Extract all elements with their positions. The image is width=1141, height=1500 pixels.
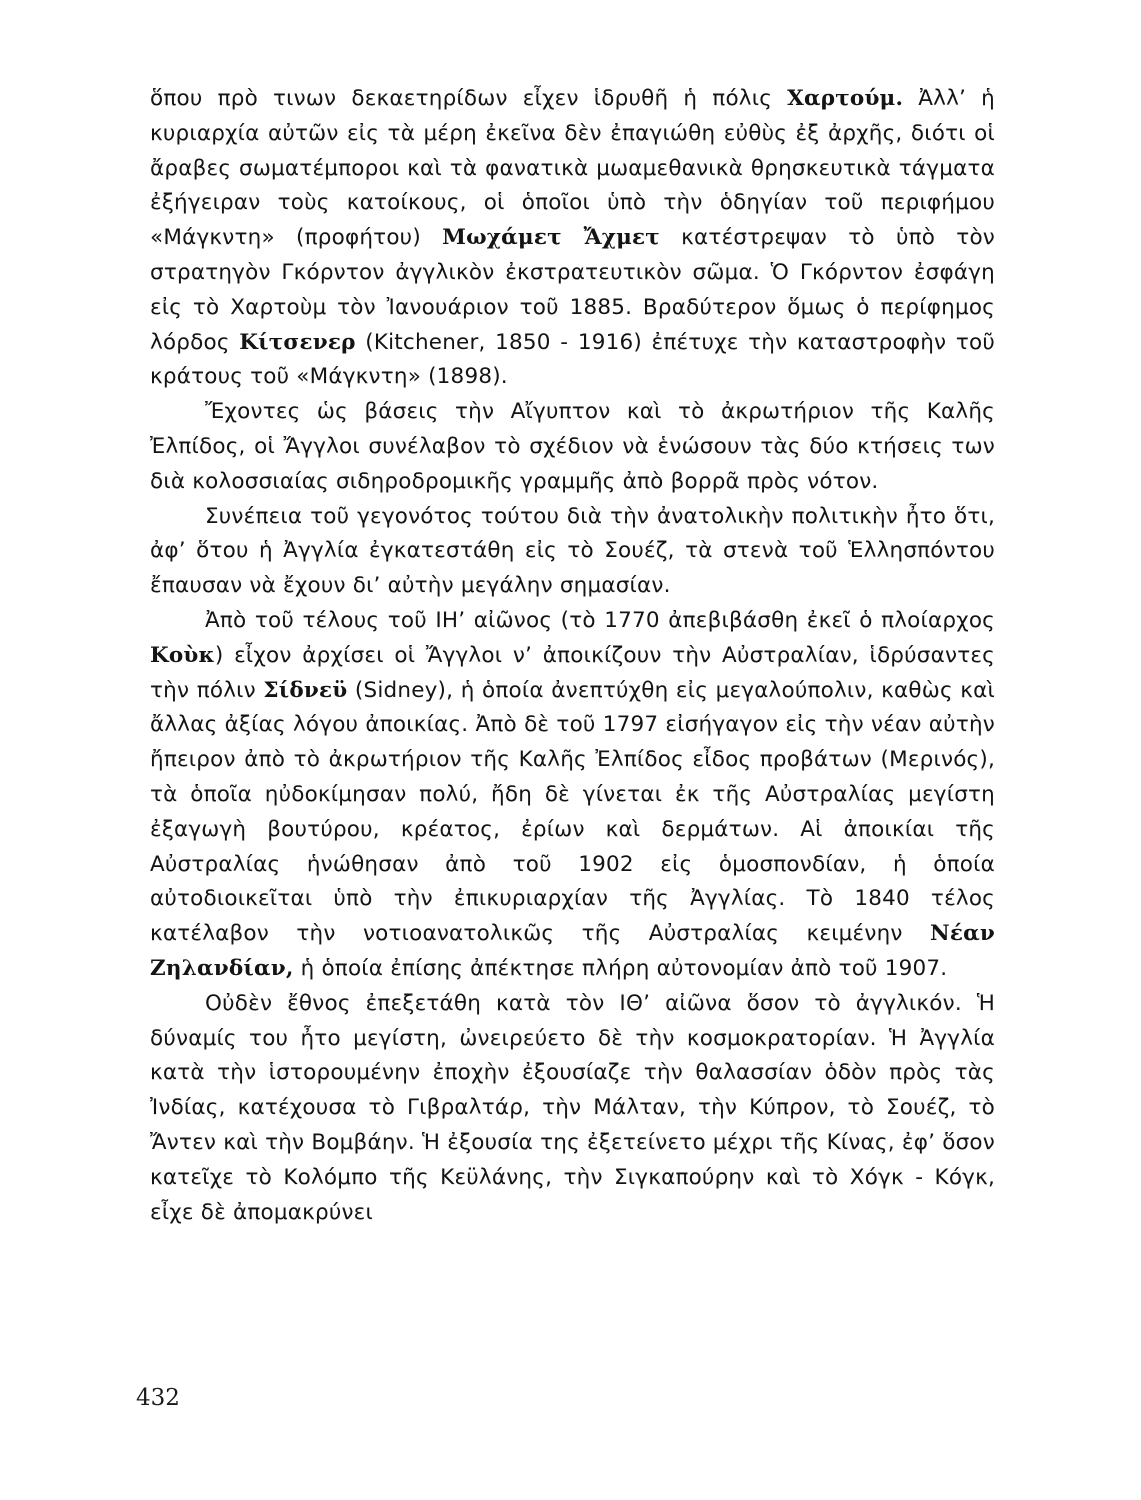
bold-term-new-zealand: Νέαν Ζηλανδίαν, <box>150 921 995 981</box>
paragraph-railway <box>150 395 995 499</box>
text-span: (Sidney), ἡ ὁποία ἀνεπτύχθη εἰς μεγαλούπολιν, καθὼς καὶ ἄλλας ἀξίας λόγου ἀποικίας. Ἀπὸ δὲ τοῦ 1797 εἰσήγαγον εἰς τὴν νέαν αὐτὴν ἤπειρον ἀπὸ τὸ ἀκρωτήριον τῆς Καλῆς Ἐλπίδος εἶδος προβάτων (Μερινός), τὰ ὁποῖα ηὐδοκίμησαν πολύ, ἤδη δὲ γίνεται ἐκ τῆς Αὐστραλίας μεγίστη ἐξαγωγὴ βουτύρου, κρέατος, ἐρίων καὶ δερμάτων. Αἱ ἀποικίαι τῆς Αὐστραλίας ἡνώθησαν ἀπὸ τοῦ 1902 εἰς ὁμοσπονδίαν, ἡ ὁποία αὐτοδιοικεῖται ὑπὸ τὴν ἐπικυριαρχίαν τῆς Ἀγγλίας. Τὸ 1840 τέλος κατέλαβον τὴν νοτιοανατολικῶς τῆς Αὐστραλίας κειμένην <box>150 677 996 947</box>
bold-term-kitchener: Κίτσενερ <box>239 329 356 355</box>
paragraph-suez <box>150 500 995 604</box>
bold-term-sidney: Σίδνεϋ <box>263 677 348 703</box>
bold-term-mohammed-ahmed: Μωχάμετ Ἄχμετ <box>442 225 660 251</box>
text-span: Ἀπὸ τοῦ τέλους τοῦ ΙΗ’ αἰῶνος (τὸ 1770 ἀπεβιβάσθη ἐκεῖ ὁ πλοίαρχος <box>205 607 995 633</box>
text-span: Ἔχοντες ὡς βάσεις τὴν Αἴγυπτον καὶ τὸ ἀκρωτήριον τῆς Καλῆς Ἐλπίδος, οἱ Ἄγγλοι συνέλαβον τὸ σχέδιον νὰ ἑνώσουν τὰς δύο κτήσεις των διὰ κολοσσιαίας σιδηροδρομικῆς γραμμῆς ἀπὸ βορρᾶ πρὸς νότον. <box>150 399 995 494</box>
text-span: (Kitchener, 1850 - 1916) ἐπέτυχε τὴν καταστροφὴν τοῦ κράτους τοῦ «Μάγκντη» (1898). <box>150 329 996 390</box>
text-span: ἡ ὁποία ἐπίσης ἀπέκτησε πλήρη αὐτονομίαν ἀπὸ τοῦ 1907. <box>293 955 948 981</box>
text-span: ὅπου πρὸ τινων δεκαετηρίδων εἶχεν ἱδρυθῆ ἡ πόλις <box>150 86 788 111</box>
text-span: Οὐδὲν ἔθνος ἐπεξετάθη κατὰ τὸν ΙΘ’ αἰῶνα ὅσον τὸ ἀγγλικόν. Ἡ δύναμίς του ἦτο μεγίστη, ὠνειρεύετο δὲ τὴν κοσμοκρατορίαν. Ἡ Ἀγγλία κατὰ τὴν ἱστορουμένην ἐποχὴν ἐξουσίαζε τὴν θαλασσίαν ὁδὸν πρὸς τὰς Ἰνδίας, κατέχουσα τὸ Γιβραλτάρ, τὴν Μάλταν, τὴν Κύπρον, τὸ Σουέζ, τὸ Ἄντεν καὶ τὴν Βομβάην. Ἡ ἐξουσία της ἐξετείνετο μέχρι τῆς Κίνας, ἐφ’ ὅσον κατεῖχε τὸ Κολόμπο τῆς Κεϋλάνης, τὴν Σιγκαπούρην καὶ τὸ Χόγκ - Κόγκ, εἶχε δὲ ἀπομακρύνει <box>150 990 995 1225</box>
text-span: ) εἶχον ἀρχίσει οἱ Ἄγγλοι ν’ ἀποικίζουν τὴν Αὐστραλίαν, ἱδρύσαντες τὴν πόλιν <box>150 642 995 703</box>
paragraph-empire <box>150 987 995 1231</box>
body-text <box>150 82 995 1230</box>
paragraph-khartoum <box>150 82 995 395</box>
page-number: 432 <box>136 1385 180 1411</box>
bold-term-cook: Κοὺκ <box>150 642 215 668</box>
paragraph-australia <box>150 604 995 987</box>
text-span: Συνέπεια τοῦ γεγονότος τούτου διὰ τὴν ἀνατολικὴν πολιτικὴν ἦτο ὅτι, ἀφ’ ὅτου ἡ Ἀγγλία ἐγκατεστάθη εἰς τὸ Σουέζ, τὰ στενὰ τοῦ Ἑλλησπόντου ἔπαυσαν νὰ ἔχουν δι’ αὐτὴν μεγάλην σημασίαν. <box>150 503 995 599</box>
bold-term-khartoum: Χαρτούμ. <box>787 86 904 111</box>
text-span: Ἀλλ’ ἡ κυριαρχία αὐτῶν εἰς τὰ μέρη ἐκεῖνα δὲν ἐπαγιώθη εὐθὺς ἐξ ἀρχῆς, διότι οἱ ἄραβες σωματέμποροι καὶ τὰ φανατικὰ μωαμεθανικὰ θρησκευτικὰ τάγματα ἐξήγειραν τοὺς κατοίκους, οἱ ὁποῖοι ὑπὸ τὴν ὁδηγίαν τοῦ περιφήμου «Μάγκντη» (προφήτου) <box>150 86 995 251</box>
text-span: κατέστρεψαν τὸ ὑπὸ τὸν στρατηγὸν Γκόρντον ἀγγλικὸν ἐκστρατευτικὸν σῶμα. Ὁ Γκόρντον ἐσφάγη εἰς τὸ Χαρτοὺμ τὸν Ἰανουάριον τοῦ 1885. Βραδύτερον ὅμως ὁ περίφημος λόρδος <box>150 225 996 355</box>
